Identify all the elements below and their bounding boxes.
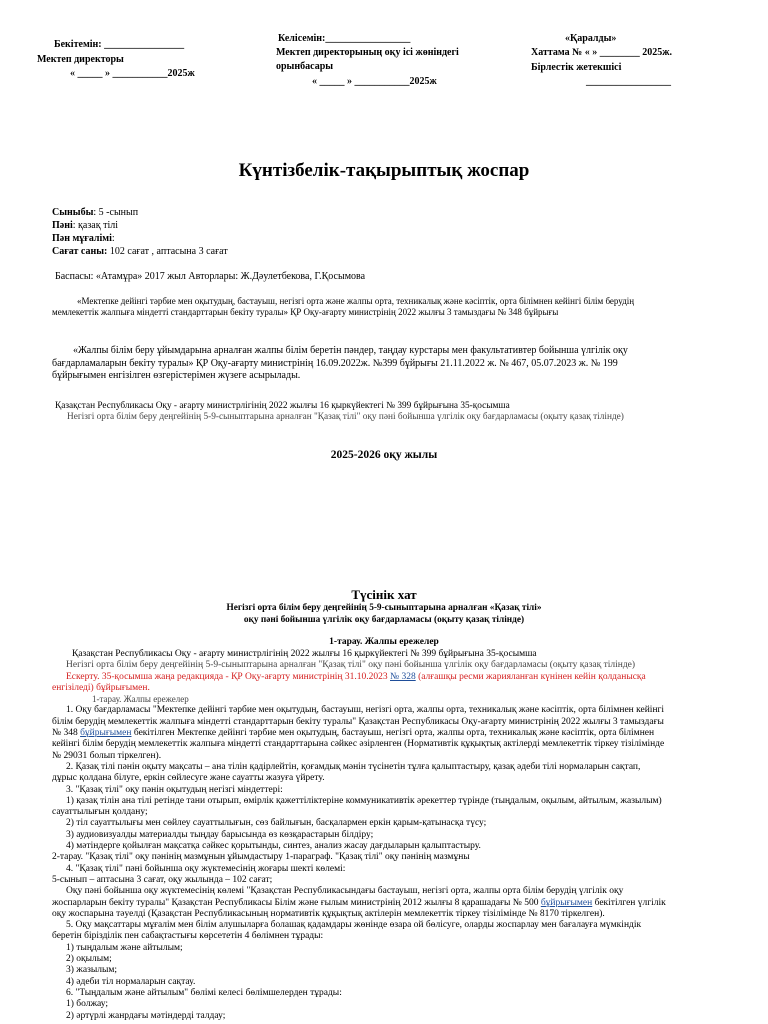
class-label: Сыныбы <box>52 207 94 218</box>
p1-line5: № 29031 болып тіркелген). <box>52 750 162 761</box>
signature-line: _________________ <box>586 76 671 87</box>
teacher-info <box>52 233 115 245</box>
hours-label: Сағат саны: <box>52 246 108 257</box>
p6-item3: 3) жазылым; <box>66 965 117 976</box>
note-line2: енгізіледі) бұйрығымен. <box>52 682 150 693</box>
chapter2-heading: 2-тарау. "Қазақ тілі" оқу пәнінің мазмұнын ұйымдастыру 1-параграф. "Қазақ тілі" оқу пәнінің мазмұны <box>52 852 470 863</box>
p4: 4. "Қазақ тілі" пәні бойынша оқу жүктемесінің жоғары шекті көлемі: <box>66 863 346 874</box>
page-title: Күнтізбелік-тақырыптық жоспар <box>238 160 530 181</box>
publisher-line: Баспасы: «Атамұра» 2017 жыл Авторлары: Ж.Дәулетбекова, Г.Қосымова <box>55 271 366 282</box>
p3-item4: 4) мәтіндерге қойылған мақсатқа сәйкес қорытынды, синтез, анализ жасау дағдыларын қалыптастыру. <box>66 841 481 852</box>
p6-line1: 5. Оқу мақсаттары мұғалім мен білім алушыларға болашақ қадамдары жөнінде өзара ой бөлісуге, оларды жоспарлау мен бағалауға мүмкіндік <box>66 920 642 931</box>
p4-item1: 5-сынып – аптасына 3 сағат, оқу жылында – 102 сағат; <box>52 874 273 885</box>
subject-label: Пәні <box>52 220 73 231</box>
p5-line1: Оқу пәні бойынша оқу жүктемесінің көлемі "Қазақстан Республикасындағы бастауыш, негізгі орта, жалпы орта білім берудің үлгілік оқу <box>66 886 624 897</box>
p7: 6. "Тыңдалым және айтылым" бөлімі келесі бөлімшелерден тұрады: <box>66 987 342 998</box>
agreed-role-line1: Мектеп директорының оқу ісі жөніндегі <box>276 47 459 58</box>
note-link[interactable]: № 328 <box>390 671 416 682</box>
teacher-value: : <box>111 233 115 244</box>
note-prefix: Ескерту. 35-қосымша жаңа редакцияда - ҚР Оқу-ағарту министрінің 31.10.2023 <box>66 671 390 682</box>
p6-item4: 4) әдеби тіл нормаларын сақтау. <box>66 976 196 987</box>
annex-line1: Қазақстан Республикасы Оқу - ағарту министрлігінің 2022 жылғы 16 қыркүйектегі № 399 бұйрығына 35-қосымша <box>55 401 510 411</box>
decree2-line2: бағдарламаларын бекіту туралы» ҚР Оқу-ағарту министрінің 16.09.2022ж. №399 бұйрығы 21.11.2022 ж. № 467, 05.07.2023 ж. № 199 <box>52 358 618 369</box>
decree1-line1: «Мектепке дейінгі тәрбие мен оқытудың, бастауыш, негізгі орта және жалпы орта, техникалық және кәсіптік, орта білімнен кейінгі білім берудің <box>77 296 635 306</box>
approved-line: Бекітемін: ________________ <box>54 39 185 50</box>
hours-info <box>52 246 228 258</box>
explanatory-body <box>52 649 716 1022</box>
p5-order-link[interactable]: бұйрығымен <box>540 897 593 908</box>
note-suffix: (алғашқы ресми жарияланған күнінен кейін қолданысқа <box>415 671 646 682</box>
p5-line2-post: бекітілген үлгілік <box>592 897 666 908</box>
agreed-line: Келісемін:_________________ <box>278 33 411 44</box>
p1-line3-pre: № 348 <box>52 728 81 739</box>
p3: 3. "Қазақ тілі" оқу пәнін оқытудың негізгі міндеттері: <box>66 784 283 795</box>
p3-item1-line2: сауаттылығын қолдану; <box>52 807 148 818</box>
p6-item2: 2) оқылым; <box>66 954 112 965</box>
academic-year: 2025-2026 оқу жылы <box>330 449 438 461</box>
subject-value: : қазақ тілі <box>72 220 119 231</box>
approved-role: Мектеп директоры <box>37 54 124 65</box>
p5-line3: оқу жоспарына тәуелді (Қазақстан Республикасының нормативтік құқықтық актілерін мемлекеттік тіркеу тізілімінде № 8170 тіркелген). <box>52 908 605 919</box>
p2-line1: 2. Қазақ тілі пәнін оқыту мақсаты – ана тілін қадірлейтін, қоғамдық мәнін түсінетін тұлға қалыптастыру, қазақ әдеби тілі нормаларын сақтап, <box>66 761 641 772</box>
p7-item1: 1) болжау; <box>66 999 109 1010</box>
p3-item3: 3) аудиовизуалды материалды тыңдау барысында өз көзқарастарын білдіру; <box>66 829 374 840</box>
class-value: : 5 -сынып <box>93 207 139 218</box>
association-line: Бірлестік жетекшісі <box>531 62 622 73</box>
class-info <box>52 207 138 219</box>
teacher-label: Пән мұғалімі <box>52 233 112 244</box>
chapter1-small: 1-тарау. Жалпы ережелер <box>92 694 189 705</box>
p1-line4: кейінгі білім берудің мемлекеттік жалпыға міндетті стандарттарына сәйкес әзірленген (Нормативтік құқықтық актілерді мемлекеттік тіркеу тізілімінде <box>52 739 665 750</box>
explanatory-subtitle1: Негізгі орта білім беру деңгейінің 5-9-сыныптарына арналған «Қазақ тілі» <box>226 603 542 613</box>
p3-item1-line1: 1) қазақ тілін ана тілі ретінде тани отырып, өмірлік қажеттіліктеріне коммуникативтік әрекеттер түрінде (тыңдалым, оқылым, айтылым, жазылым) <box>66 795 662 806</box>
p1-order-link[interactable]: бұйрығымен <box>80 728 132 739</box>
p5-line2 <box>52 898 716 909</box>
p3-item2: 2) тіл сауаттылығы мен сөйлеу сауаттылығын, сөз байлығын, басқалармен еркін қарым-қатынасқа түсу; <box>66 818 487 829</box>
p2-line2: дұрыс қолдана білуге, еркін сөйлесуге және сауатты жазуға үйрету. <box>52 773 325 784</box>
approved-date: « _____ » ___________2025ж <box>70 68 195 79</box>
p6-item1: 1) тыңдалым және айтылым; <box>66 942 183 953</box>
explanatory-title: Түсінік хат <box>351 587 417 602</box>
explanatory-subtitle2: оқу пәні бойынша үлгілік оқу бағдарламасы (оқыту қазақ тілінде) <box>243 615 525 625</box>
p1-line3 <box>52 728 716 739</box>
reviewed-line: «Қаралды» <box>565 33 617 44</box>
protocol-line: Хаттама № « » ________ 2025ж. <box>531 47 672 58</box>
p6-line2: беретін бірізділік пен сабақтастығы көрсететін 4 бөлімнен тұрады: <box>52 931 324 942</box>
annex-ref-line1: Қазақстан Республикасы Оқу - ағарту министрлігінің 2022 жылғы 16 қыркүйектегі № 399 бұйрығына 35-қосымша <box>72 649 537 659</box>
annex-line2: Негізгі орта білім беру деңгейінің 5-9-сыныптарына арналған "Қазақ тілі" оқу пәні бойынша үлгілік оқу бағдарламасы (оқыту қазақ тілінде) <box>67 412 624 422</box>
note-line1 <box>52 672 716 683</box>
p1-line3-post: бекітілген Мектепке дейінгі тәрбие мен оқытудың, бастауыш, негізгі орта, жалпы орта, техникалық және кәсіптік, орта білімнен <box>131 728 655 739</box>
p1-line2: білім берудің мемлекеттік жалпыға міндетті стандарттарын бекіту туралы" Қазақстан Республикасы Оқу-ағарту министрінің 2022 жылғы 3 тамыздағы <box>52 716 664 727</box>
p1-line1: 1. Оқу бағдарламасы "Мектепке дейінгі тәрбие мен оқытудың, бастауыш, негізгі орта, жалпы орта, техникалық және кәсіптік, орта білімнен кейінгі <box>66 705 665 716</box>
p5-line2-pre: жоспарларын бекіту туралы" Қазақстан Республикасы Білім және ғылым министрінің 2012 жылғы 8 қарашадағы № 500 <box>52 897 541 908</box>
annex-ref-line2: Негізгі орта білім беру деңгейінің 5-9-сыныптарына арналған "Қазақ тілі" оқу пәні бойынша үлгілік оқу бағдарламасы (оқыту қазақ тілінде) <box>66 660 636 671</box>
subject-info <box>52 220 118 232</box>
decree1-line2: мемлекеттік жалпыға міндетті стандарттарын бекіту туралы» ҚР Оқу-ағарту министрінің 2022 жылғы 3 тамыздағы № 348 бұйрығы <box>52 307 559 317</box>
decree2-line1: «Жалпы білім беру ұйымдарына арналған жалпы білім беретін пәндер, таңдау курстары мен факультативтер бойынша үлгілік оқу <box>73 345 628 356</box>
chapter1-heading: 1-тарау. Жалпы ережелер <box>329 637 439 647</box>
decree2-line3: бұйрығымен енгізілген өзгерістерімен жүзеге асырылады. <box>52 370 301 381</box>
agreed-role-line2: орынбасары <box>276 61 334 72</box>
hours-value: 102 сағат , аптасына 3 сағат <box>107 246 228 257</box>
p7-item2: 2) әртүрлі жанрдағы мәтіндерді талдау; <box>66 1010 226 1021</box>
agreed-date: « _____ » ___________2025ж <box>312 76 437 87</box>
